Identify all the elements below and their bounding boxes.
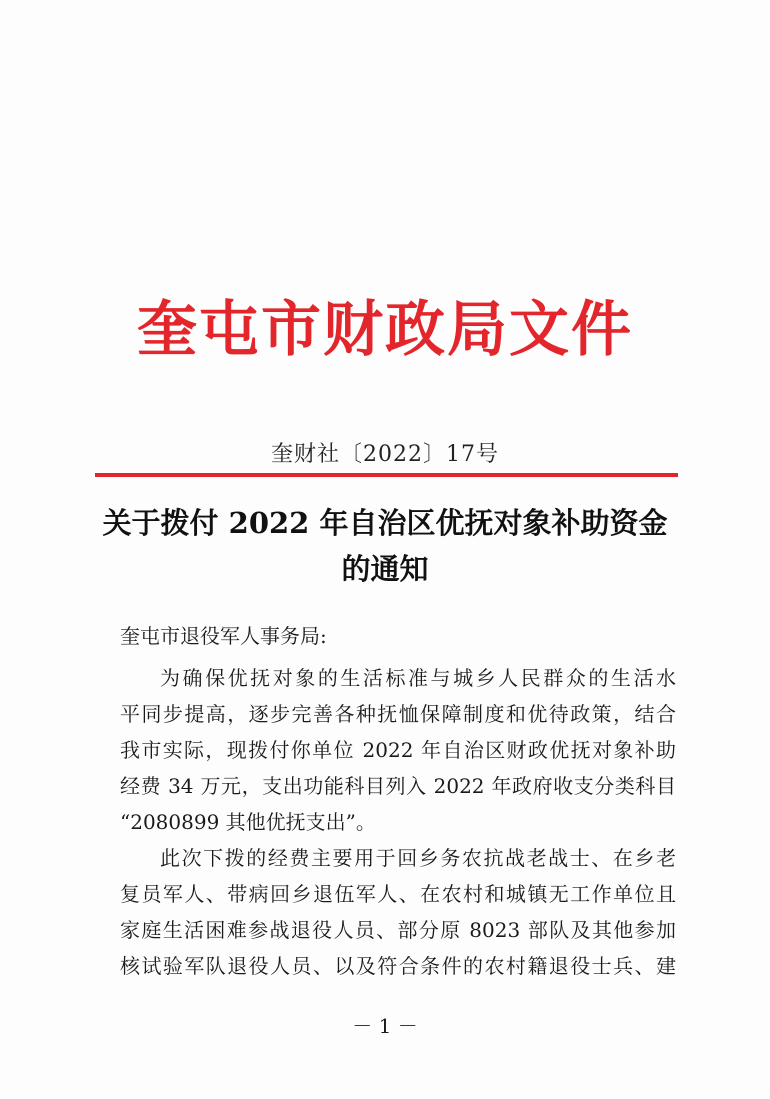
document-title-line-2: 的通知 [341,552,429,586]
addressee: 奎屯市退役军人事务局: [120,624,327,648]
paragraph-1 [120,660,676,840]
document-title-line-1: 关于拨付 2022 年自治区优抚对象补助资金 [102,506,668,540]
red-divider-line [95,473,678,477]
page-number: － 1 － [352,1014,418,1038]
document-number: 奎财社〔2022〕17号 [271,442,499,467]
paragraph-line: 我市实际，现拨付你单位 2022 年自治区财政优抚对象补助 [120,738,676,762]
paragraph-line: 此次下拨的经费主要用于回乡务农抗战老战士、在乡老 [160,846,676,870]
paragraph-2 [120,840,676,984]
paragraph-line: 平同步提高，逐步完善各种抚恤保障制度和优待政策，结合 [120,702,676,726]
paragraph-line: 经费 34 万元，支出功能科目列入 2022 年政府收支分类科目 [120,774,676,798]
paragraph-line: “2080899 其他优抚支出”。 [120,810,376,834]
paragraph-line: 家庭生活困难参战退役人员、部分原 8023 部队及其他参加 [120,918,676,942]
paragraph-line: 为确保优抚对象的生活标准与城乡人民群众的生活水 [160,666,676,690]
paragraph-line: 复员军人、带病回乡退伍军人、在农村和城镇无工作单位且 [120,882,676,906]
agency-masthead-title: 奎屯市财政局文件 [137,295,633,365]
paragraph-line: 核试验军队退役人员、以及符合条件的农村籍退役士兵、建 [120,954,676,978]
document-title [90,500,680,592]
